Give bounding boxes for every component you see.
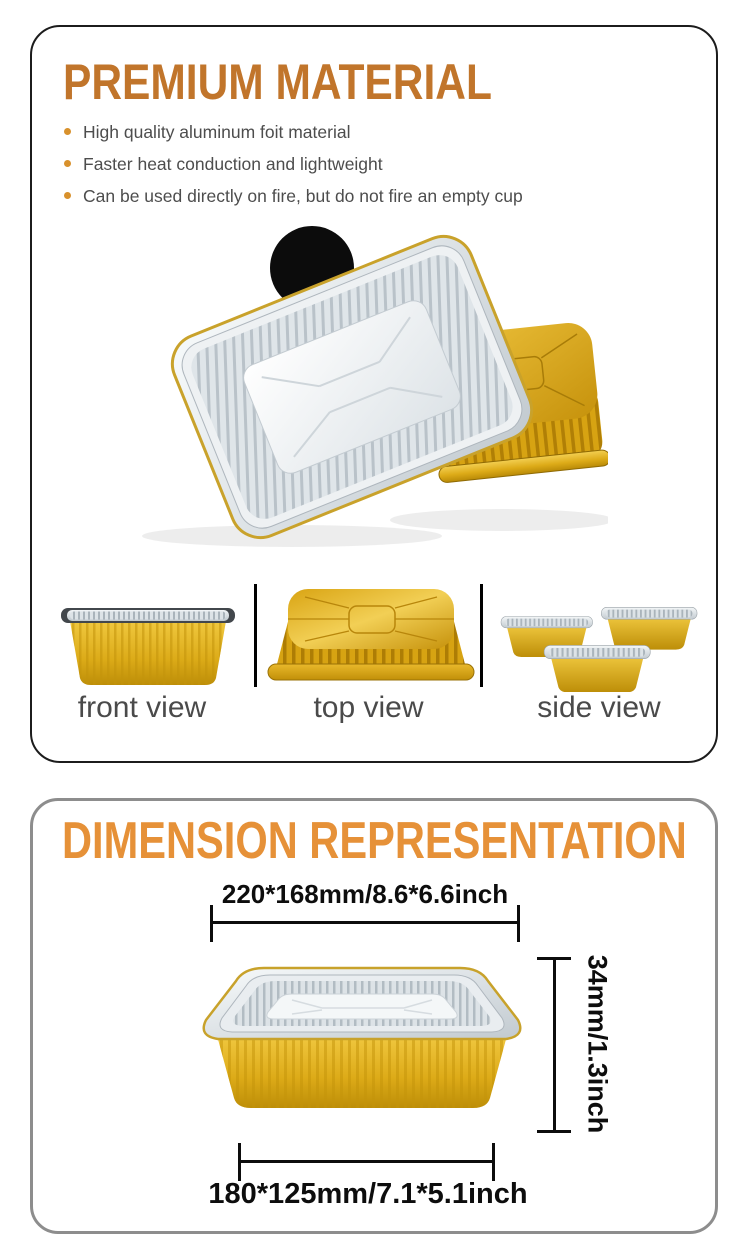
side-view-image xyxy=(492,586,712,692)
feature-bullet xyxy=(64,154,523,174)
base-dimension-tick xyxy=(492,1143,495,1181)
height-dimension-line xyxy=(553,958,556,1132)
bullet-dot-icon xyxy=(64,192,71,199)
hero-product-image xyxy=(142,224,608,554)
base-dimension-tick xyxy=(238,1143,241,1181)
feature-bullet-text: High quality aluminum foit material xyxy=(83,122,351,142)
width-dimension-tick xyxy=(517,905,520,942)
height-dimension-tick xyxy=(537,957,571,960)
dimension-pan-image xyxy=(172,948,552,1116)
bullet-dot-icon xyxy=(64,128,71,135)
premium-material-title: PREMIUM MATERIAL xyxy=(63,54,492,110)
front-view-label: front view xyxy=(77,691,207,724)
feature-bullet-list xyxy=(64,122,523,218)
base-dimension-label: 180*125mm/7.1*5.1inch xyxy=(208,1178,528,1210)
height-dimension-label: 34mm/1.3inch xyxy=(582,954,613,1134)
view-divider-line xyxy=(254,584,257,687)
view-divider-line xyxy=(480,584,483,687)
width-dimension-tick xyxy=(210,905,213,942)
feature-bullet xyxy=(64,186,523,206)
dimension-representation-title: DIMENSION REPRESENTATION xyxy=(62,812,687,870)
feature-bullet-text: Faster heat conduction and lightweight xyxy=(83,154,383,174)
width-dimension-label: 220*168mm/8.6*6.6inch xyxy=(221,879,509,909)
feature-bullet-text: Can be used directly on fire, but do not fire an empty cup xyxy=(83,186,523,206)
top-view-image xyxy=(265,584,477,690)
bullet-dot-icon xyxy=(64,160,71,167)
side-view-label: side view xyxy=(537,691,661,724)
front-view-image xyxy=(58,596,238,688)
width-dimension-line xyxy=(211,921,520,924)
base-dimension-line xyxy=(239,1160,495,1163)
height-dimension-tick xyxy=(537,1130,571,1133)
feature-bullet xyxy=(64,122,523,142)
top-view-label: top view xyxy=(313,691,424,724)
